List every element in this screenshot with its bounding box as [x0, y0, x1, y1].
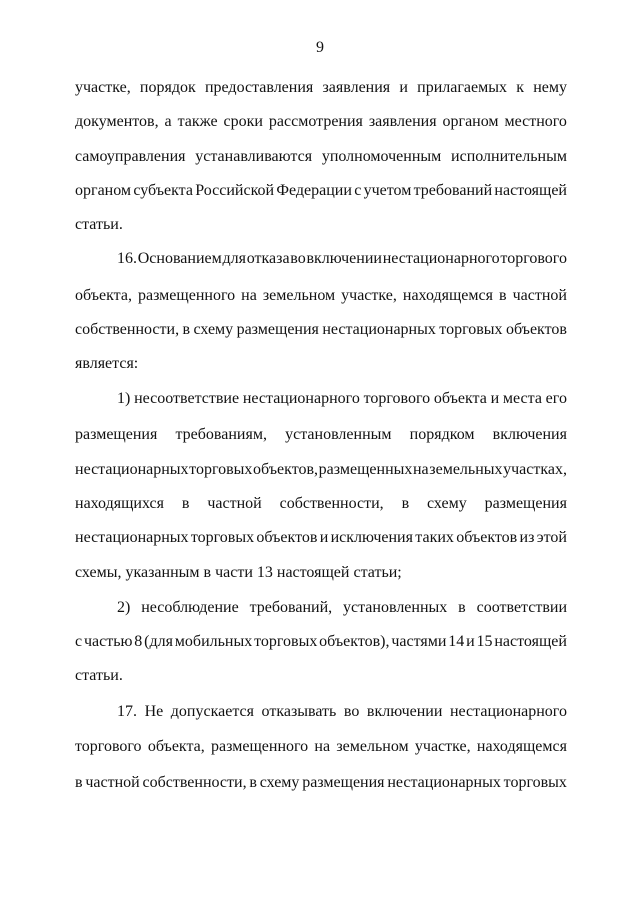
text-line: 17. Не допускается отказывать во включении нестационарного — [117, 703, 567, 720]
text-line: схемы, указанным в части 13 настоящей статьи; — [75, 564, 402, 581]
text-line: в частной собственности, в схему размещения нестационарных торговых — [75, 774, 567, 791]
text-line: 16. Основанием для отказа во включении нестационарного торгового — [117, 250, 567, 267]
text-line: нестационарных торговых объектов, размещенных на земельных участках, — [75, 461, 567, 478]
text-line: торгового объекта, размещенного на земельном участке, находящемся — [75, 738, 567, 755]
text-line: является: — [75, 355, 139, 372]
text-line: документов, а также сроки рассмотрения заявления органом местного — [75, 113, 567, 130]
text-line: нестационарных торговых объектов и исключения таких объектов из этой — [75, 529, 567, 546]
text-line: статьи. — [75, 667, 123, 684]
text-line: с частью 8 (для мобильных торговых объектов), частями 14 и 15 настоящей — [75, 633, 567, 650]
text-line: собственности, в схему размещения нестационарных торговых объектов — [75, 321, 567, 338]
text-line: самоуправления устанавливаются уполномоченным исполнительным — [75, 148, 567, 165]
text-line: 1) несоответствие нестационарного торгового объекта и места его — [117, 390, 567, 407]
text-line: размещения требованиям, установленным порядком включения — [75, 426, 567, 443]
text-line: объекта, размещенного на земельном участке, находящемся в частной — [75, 287, 567, 304]
text-line: органом субъекта Российской Федерации с учетом требований настоящей — [75, 182, 567, 199]
text-line: 2) несоблюдение требований, установленных в соответствии — [117, 599, 567, 616]
page-number: 9 — [316, 39, 324, 56]
text-line: находящихся в частной собственности, в схему размещения — [75, 495, 567, 512]
text-line: статьи. — [75, 216, 123, 233]
text-line: участке, порядок предоставления заявления и прилагаемых к нему — [75, 79, 567, 96]
